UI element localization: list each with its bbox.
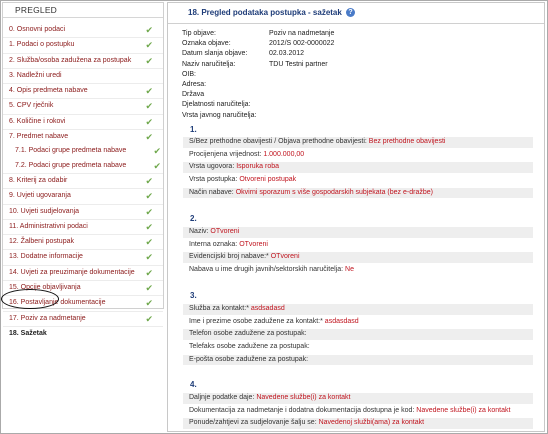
section-number: 1.	[190, 125, 197, 134]
page-title: 18. Pregled podataka postupka - sažetak	[188, 8, 342, 17]
sidebar-item-grupa-7-1[interactable]	[3, 144, 163, 158]
sidebar-item-label: 7.1. Podaci grupe predmeta nabave	[15, 147, 127, 155]
field-row: Ime i prezime osobe zadužene za kontakt:* asdasdasd	[189, 317, 359, 325]
section-1	[183, 137, 533, 200]
sidebar-item-label: 17. Poziv za nadmetanje	[9, 314, 86, 322]
section-number: 3.	[190, 291, 197, 300]
info-row: Tip objave: Poziv na nadmetanje	[182, 30, 335, 37]
field-row: Vrsta postupka: Otvoreni postupak	[189, 176, 297, 184]
sidebar-item-label: 15. Opcije objavljivanja	[9, 284, 81, 292]
sidebar-title: PREGLED	[15, 5, 58, 15]
check-icon: ✔	[145, 298, 153, 309]
field-row: Interna oznaka: OTvoreni	[189, 240, 268, 248]
check-icon: ✔	[145, 237, 153, 248]
sidebar-item-sluzba-osoba[interactable]	[3, 54, 163, 69]
info-block	[182, 29, 334, 121]
sidebar-item-osnovni-podaci[interactable]	[3, 23, 163, 38]
sidebar-item-zalbeni[interactable]	[3, 235, 163, 250]
section-4	[183, 393, 533, 431]
sidebar-item-grupa-7-2[interactable]	[3, 159, 163, 174]
sidebar-item-poziv[interactable]	[3, 312, 163, 327]
sidebar-item-label: 8. Kriterij za odabir	[9, 176, 68, 184]
sidebar-item-opis-predmeta[interactable]	[3, 84, 163, 99]
info-row: Oznaka objave: 2012/S 002-0000022	[182, 40, 335, 48]
check-icon: ✔	[145, 101, 153, 112]
field-row: Nabava u ime drugih javnih/sektorskih naručitelja: Ne	[189, 266, 354, 274]
field-row: Naziv: OTvoreni	[183, 227, 533, 238]
field-row: S/Bez prethodne obavijesti / Objava prethodne obavijesti: Bez prethodne obavijesti	[183, 137, 533, 148]
sidebar-item-label: 6. Količine i rokovi	[9, 117, 66, 125]
sidebar-item-label: 16. Postavljanje dokumentacije	[9, 299, 106, 307]
sidebar-item-sazetak[interactable]	[3, 327, 163, 341]
sidebar-item-dodatne-informacije[interactable]	[3, 250, 163, 265]
field-row: Evidencijski broj nabave:* OTvoreni	[183, 252, 533, 263]
check-icon: ✔	[145, 86, 153, 97]
check-icon: ✔	[145, 175, 153, 186]
check-icon: ✔	[145, 132, 153, 143]
check-icon: ✔	[145, 267, 153, 278]
sidebar-item-preuzimanje[interactable]	[3, 266, 163, 281]
check-icon: ✔	[145, 55, 153, 66]
check-icon: ✔	[145, 40, 153, 51]
section-number: 2.	[190, 214, 197, 223]
section-number: 4.	[190, 380, 197, 389]
check-icon: ✔	[145, 25, 153, 35]
sidebar-overview	[2, 2, 164, 337]
sidebar-item-label: 11. Administrativni podaci	[9, 222, 88, 230]
section-3	[183, 304, 533, 367]
sidebar-item-label: 1. Podaci o postupku	[9, 41, 75, 49]
field-row: Vrsta ugovora: Isporuka roba	[183, 162, 533, 173]
sidebar-item-label: 10. Uvjeti sudjelovanja	[9, 207, 80, 215]
check-icon: ✔	[145, 221, 153, 232]
check-icon: ✔	[145, 313, 153, 324]
highlight-circle	[1, 289, 59, 309]
sidebar-item-administrativni[interactable]	[3, 220, 163, 235]
info-row: Naziv naručitelja: TDU Testni partner	[182, 60, 328, 68]
info-row: Država	[182, 91, 205, 99]
sidebar-item-label: 12. Žalbeni postupak	[9, 238, 74, 246]
sidebar-item-label: 7.2. Podaci grupe predmeta nabave	[15, 161, 127, 169]
sidebar-item-label: 9. Uvjeti ugovaranja	[9, 192, 71, 200]
check-icon: ✔	[145, 206, 153, 217]
field-row: Služba za kontakt:* asdsadasd	[183, 304, 533, 315]
sidebar-item-label: 2. Služba/osoba zadužena za postupak	[9, 56, 132, 64]
field-row: Dokumentacija za nadmetanje i dodatna dokumentacija dostupna je kod: Navedene službe(i) za kontakt	[189, 406, 511, 414]
field-row: Procijenjena vrijednost: 1.000.000,00	[189, 150, 305, 158]
summary-panel	[167, 2, 545, 432]
field-row: Ponude/zahtjevi za sudjelovanje šalju se: Navedenoj službi(ama) za kontakt	[183, 418, 533, 429]
panel-header	[168, 3, 544, 24]
field-row: E-pošta osobe zadužene za postupak:	[183, 355, 533, 366]
divider	[3, 17, 163, 18]
sidebar-item-label: 3. Nadležni uredi	[9, 71, 62, 79]
sidebar-item-label: 4. Opis predmeta nabave	[9, 87, 88, 95]
check-icon: ✔	[145, 283, 153, 294]
sidebar-item-label: 7. Predmet nabave	[9, 133, 69, 141]
check-icon: ✔	[145, 191, 153, 202]
field-row: Daljnje podatke daje: Navedene službe(i) za kontakt	[183, 393, 533, 404]
check-icon: ✔	[153, 146, 161, 157]
check-icon: ✔	[153, 160, 161, 171]
info-row: Datum slanja objave: 02.03.2012	[182, 50, 305, 58]
sidebar-item-label: 18. Sažetak	[9, 329, 47, 337]
info-row: OIB:	[182, 70, 197, 78]
sidebar-item-podaci-o-postupku[interactable]	[3, 38, 163, 53]
sidebar-item-nadlezni-uredi[interactable]	[3, 69, 163, 84]
field-row: Telefon osobe zadužene za postupak:	[183, 329, 533, 340]
sidebar-item-uvjeti-ugovaranja[interactable]	[3, 189, 163, 204]
field-row: Telefaks osobe zadužene za postupak:	[189, 343, 310, 351]
check-icon: ✔	[145, 116, 153, 127]
sidebar-item-label: 14. Uvjeti za preuzimanje dokumentacije	[9, 268, 135, 276]
sidebar-item-predmet-nabave[interactable]	[3, 130, 163, 144]
info-row: Vrsta javnog naručitelja:	[182, 111, 257, 119]
sidebar-item-kriterij[interactable]	[3, 174, 163, 189]
sidebar-item-label: 13. Dodatne informacije	[9, 253, 83, 261]
field-row: Način nabave: Okvirni sporazum s više gospodarskih subjekata (bez e-dražbe)	[183, 188, 533, 199]
help-icon[interactable]: ?	[346, 8, 355, 17]
sidebar-item-label: 0. Osnovni podaci	[9, 26, 66, 33]
check-icon: ✔	[145, 252, 153, 263]
sidebar-item-uvjeti-sudjelovanja[interactable]	[3, 205, 163, 220]
section-2	[183, 227, 533, 278]
sidebar-item-label: 5. CPV rječnik	[9, 102, 54, 110]
sidebar-item-cpv-rjecnik[interactable]	[3, 99, 163, 114]
info-row: Djelatnosti naručitelja:	[182, 101, 251, 109]
sidebar-item-kolicine-rokovi[interactable]	[3, 115, 163, 130]
info-row: Adresa:	[182, 80, 207, 88]
